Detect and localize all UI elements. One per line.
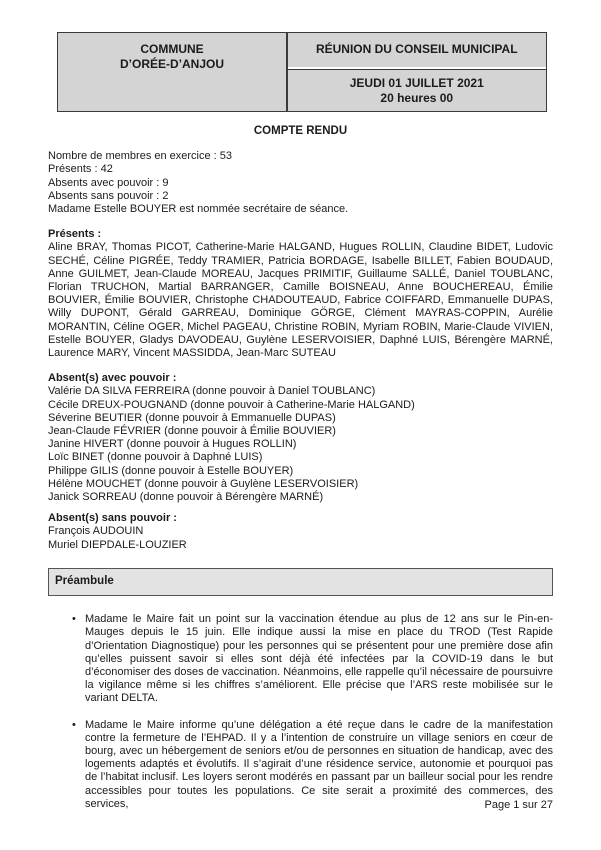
commune-name-line2: D’ORÉE-D’ANJOU — [119, 57, 224, 71]
absent-with-proxy-item: Séverine BEUTIER (donne pouvoir à Emmanuelle DUPAS) — [48, 411, 336, 424]
absent-with-proxy-item: Janine HIVERT (donne pouvoir à Hugues ROLLIN) — [48, 438, 297, 451]
presents-names: Aline BRAY, Thomas PICOT, Catherine-Marie HALGAND, Hugues ROLLIN, Claudine BIDET, Ludovic SECHÉ, Céline PIGRÉE, Teddy TRAMIER, Patricia BORDAGE, Isabelle BILLET, Fabien BOUDAUD, Anne GUILMET, Jean-Claude MOREAU, Jacques PRIMITIF, Guillaume SALLÉ, Daniel TOUBLANC, Florian TRUCHON, Martial BARRANGER, Camille BOISNEAU, Anne BOUCHEREAU, Émilie BOUVIER, Émilie BOUVIER, Christophe CHADOUTEAUD, Fabrice COIFFARD, Emmanuelle DUPAS, Willy DUPONT, Gérald GARREAU, Dominique GÖRGE, Clément MAYRAS-COPPIN, Aurélie MORANTIN, Céline OGER, Michel PAGEAU, Christine ROBIN, Myriam ROBIN, Marie-Claude VIVIEN, Estelle BOUYER, Gladys DAVODEAU, Guylène LESERVOISIER, Daphné LUIS, Bérengère MARNÉ, Laurence MARY, Vincent MASSIDDA, Jean-Marc SUTEAU — [48, 241, 553, 360]
commune-name — [58, 33, 286, 111]
absent-without-proxy-item: François AUDOUIN — [48, 525, 144, 538]
presents-section — [48, 228, 553, 360]
header-right-column — [288, 33, 547, 111]
presents-heading: Présents : — [48, 228, 102, 241]
absent-with-proxy-item: Loïc BINET (donne pouvoir à Daphné LUIS) — [48, 451, 263, 464]
absent-with-proxy-item: Valérie DA SILVA FERREIRA (donne pouvoir à Daniel TOUBLANC) — [48, 385, 376, 398]
attendance-summary — [48, 150, 553, 216]
bullet-item — [48, 719, 553, 811]
page-content — [48, 0, 553, 824]
secretary-line: Madame Estelle BOUYER est nommée secrétaire de séance. — [48, 203, 349, 216]
meeting-title: RÉUNION DU CONSEIL MUNICIPAL — [288, 33, 547, 67]
meeting-datetime — [288, 69, 547, 111]
bullet-icon: • — [72, 718, 76, 731]
absents-with-proxy-heading: Absent(s) avec pouvoir : — [48, 372, 177, 385]
document-title: COMPTE RENDU — [253, 125, 348, 137]
page-number: Page 1 sur 27 — [484, 799, 553, 811]
bullet-paragraph: Madame le Maire fait un point sur la vaccination étendue au plus de 12 ans sur le Pin-en-Mauges depuis le 15 juin. Elle indique aussi la mise en place du TROD (Test Rapide d’Orientation Diagnostique) pour les personnes qui se présentent pour une première dose afin qu’elles puissent savoir si elles sont déjà été infectées par la COVID-19 dans le but d’économiser des doses de vaccination. Néanmoins, elle rappelle qu’il nécessaire de poursuivre la vigilance même si les chiffres s’améliorent. Elle précise que l’ARS reste mobilisée sur le variant DELTA. — [85, 613, 553, 705]
absent-with-proxy-item: Philippe GILIS (donne pouvoir à Estelle BOUYER) — [48, 464, 294, 477]
preamble-bullet-list — [48, 613, 553, 811]
absents-with-proxy-section — [48, 372, 553, 504]
members-in-exercise-line: Nombre de membres en exercice : 53 — [48, 150, 233, 163]
bullet-paragraph: Madame le Maire informe qu’une délégation a été reçue dans le cadre de la manifestation contre la fermeture de l’EHPAD. Il y a l’intention de construire un village seniors en cœur de bourg, avec un hébergement de seniors et/ou de personnes en situation de handicap, avec des logements adaptés et évolutifs. Il s’agirait d’une résidence service, autonomie et pourquoi pas de l’habitat inclusif. Les loyers seront modérés en passant par un bailleur social pour les rendre accessibles pour toutes les populations. Ce site serait a proximité des commerces, des services, — [85, 718, 553, 810]
absent-with-proxy-item: Cécile DREUX-POUGNAND (donne pouvoir à Catherine-Marie HALGAND) — [48, 398, 415, 411]
bullet-icon: • — [72, 613, 76, 626]
presents-count-line: Présents : 42 — [48, 163, 113, 176]
absents-without-proxy-heading: Absent(s) sans pouvoir : — [48, 512, 177, 525]
bullet-item — [48, 613, 553, 705]
absents-with-proxy-count-line: Absents avec pouvoir : 9 — [48, 176, 169, 189]
header-table — [57, 32, 547, 112]
meeting-time: 20 heures 00 — [380, 90, 454, 105]
meeting-date: JEUDI 01 JUILLET 2021 — [349, 75, 484, 90]
preamble-section-header: Préambule — [48, 568, 553, 596]
absents-without-proxy-section — [48, 512, 553, 552]
commune-name-line1: COMMUNE — [140, 42, 204, 56]
absent-without-proxy-item: Muriel DIEPDALE-LOUZIER — [48, 538, 187, 551]
absents-without-proxy-count-line: Absents sans pouvoir : 2 — [48, 189, 169, 202]
absent-with-proxy-item: Hélène MOUCHET (donne pouvoir à Guylène LESERVOISIER) — [48, 477, 359, 490]
absent-with-proxy-item: Jean-Claude FÉVRIER (donne pouvoir à Émilie BOUVIER) — [48, 425, 336, 438]
absent-with-proxy-item: Janick SORREAU (donne pouvoir à Bérengère MARNÉ) — [48, 491, 324, 504]
